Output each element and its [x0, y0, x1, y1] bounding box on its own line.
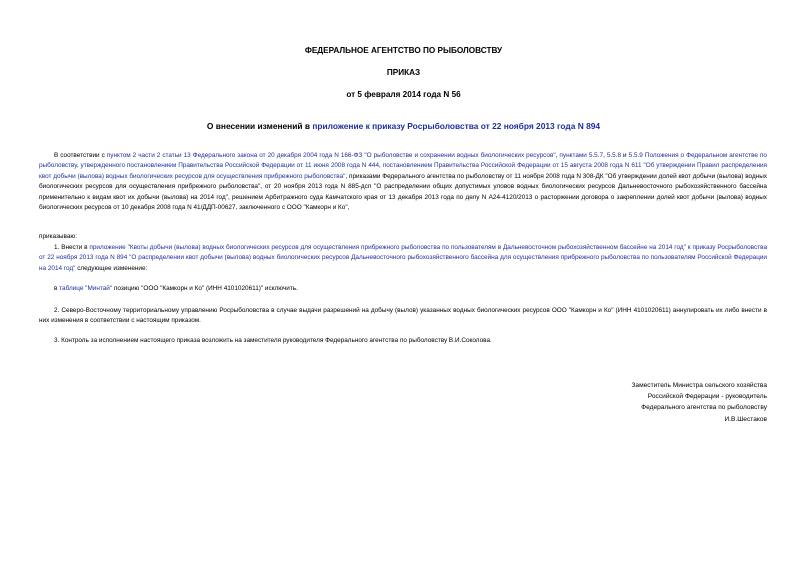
item-1-sub-text: в [54, 285, 60, 292]
document-date-number: от 5 февраля 2014 года N 56 [346, 90, 461, 99]
preamble-link-law[interactable]: пунктом 2 части 2 статьи 13 Федерального закона от 20 декабря 2004 года N 166-ФЗ "О рыболовстве и сохранении водных биологических ресурсов" [106, 152, 556, 159]
item-1-sub-link-table[interactable]: таблице "Минтай" [59, 285, 113, 292]
preamble-text: и [621, 152, 629, 159]
item-2-paragraph [39, 306, 767, 327]
preamble-text: , приказами Федерального агентства по рыболовству от 11 ноября 2008 года N 308-ДК "Об утверждении долей квот добычи (вылова) водных биологических ресурсов для осуществления прибрежного рыболовства", от 20 ноября 2013 года N 885-дсп "О распределении общих допустимых уловов водных биологических ресурсов Дальневосточного рыбохозяйственного бассейна применительно к видам квот их добычи (вылова) на 2014 год", решением Арбитражного суда Камчатского края от 13 декабря 2013 года по делу N А24-4120/2013 о расторжении договора о закреплении долей квот добычи (вылова) водных биологических ресурсов от 10 декабря 2008 года N 41/ДДП-00627, заключенного с ООО "Камкорн и Ко", [39, 172, 767, 212]
order-word [39, 232, 767, 242]
signature-line-4: И.В.Шестаков [724, 415, 767, 423]
signature-line-1: Заместитель Министра сельского хозяйства [631, 382, 767, 389]
item-3-paragraph [39, 336, 767, 346]
title-link[interactable]: приложение к приказу Росрыболовства от 22 ноября 2013 года N 894 [312, 121, 601, 131]
agency-heading: ФЕДЕРАЛЬНОЕ АГЕНТСТВО ПО РЫБОЛОВСТВУ [304, 46, 503, 55]
preamble-text: , [603, 152, 607, 159]
document-type: ПРИКАЗ [386, 68, 421, 77]
signature-line-3: Федерального агентства по рыболовству [641, 404, 767, 412]
item-1-text: следующее изменение: [75, 264, 148, 272]
item-2-text: 2. Северо-Восточному территориальному управлению Росрыболовства в случае выдачи разрешений на добычу (вылов) указанных водных биологических ресурсов ООО "Камкорн и Ко" (ИНН 4101020611) аннулировать их либо внести в них изменения в соответствии с настоящим приказом. [39, 307, 767, 325]
preamble-link-558[interactable]: 5.5.8 [606, 152, 622, 159]
preamble-paragraph [39, 151, 767, 213]
signature-block [631, 380, 767, 425]
preamble-text: , [555, 152, 560, 159]
item-1-text: 1. Внести в [54, 244, 90, 251]
preamble-link-611[interactable]: постановлением Правительства Российской Федерации от 15 августа 2008 года N 611 "Об утверждении Правил распределения квот добычи (вылова) водных биологических ресурсов для осуществления прибрежного рыболовства" [39, 162, 768, 180]
item-1-sub-text: позицию "ООО "Камкорн и Ко" (ИНН 4101020611)" исключить. [112, 285, 298, 292]
signature-line-2: Российской Федерации - руководитель [647, 393, 767, 401]
order-word-text: приказываю: [39, 233, 77, 240]
item-1-paragraph [39, 243, 767, 274]
title-prefix: О внесении изменений в [206, 121, 313, 131]
preamble-link-557[interactable]: пунктами 5.5.7 [559, 152, 604, 159]
document-title [0, 121, 807, 131]
item-3-text: 3. Контроль за исполнением настоящего приказа возложить на заместителя руководителя Федерального агентства по рыболовству В.И.Соколова. [54, 337, 492, 344]
item-1-sub-paragraph [39, 284, 767, 294]
preamble-text: , [379, 162, 383, 170]
preamble-link-559[interactable]: 5.5.9 Положения о Федеральном агентстве по рыболовству, утвержденного постановлением Правительства Российской Федерации от 11 июня 2008 года N 444 [39, 152, 767, 170]
item-1-link-appendix[interactable]: приложение "Квоты добычи (вылова) водных биологических ресурсов для осуществления прибрежного рыболовства по пользователям в Дальневосточном рыбохозяйственном бассейне на 2014 год" к приказу Росрыболовства от 22 ноября 2013 года N 894 "О распределении квот добычи (вылова) водных биологических ресурсов Дальневосточного рыбохозяйственного бассейна для осуществления прибрежного рыболовства по пользователям Российской Федерации на 2014 год" [39, 244, 767, 272]
preamble-text: В соответствии с [54, 152, 107, 159]
